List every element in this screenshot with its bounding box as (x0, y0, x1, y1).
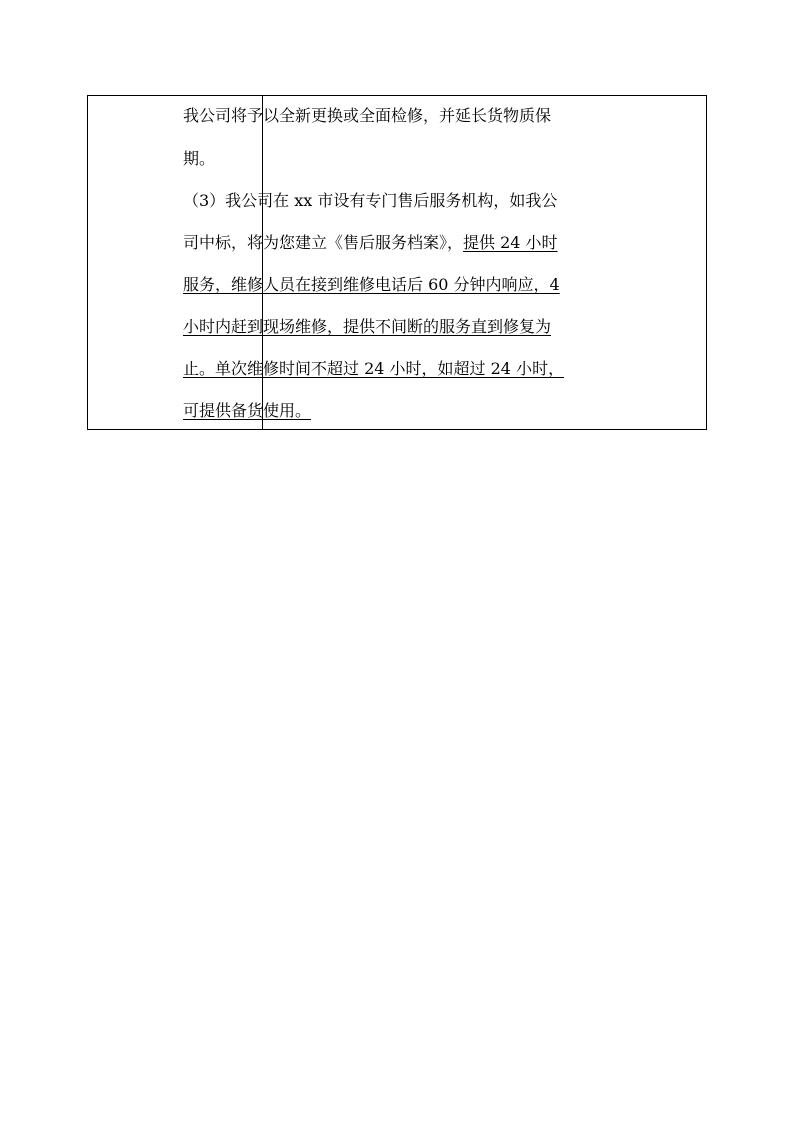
paragraph-line-2 (183, 147, 215, 171)
line-5-underlined-text: 服务，维修人员在接到维修电话后 60 分钟内响应，4 (183, 275, 560, 294)
paragraph-line-4 (183, 231, 558, 255)
line-4-underlined-text: 提供 24 小时 (463, 233, 558, 252)
paragraph-line-5 (183, 273, 560, 297)
paragraph-line-7 (183, 357, 564, 381)
line-3-text: （3）我公司在 xx 市设有专门售后服务机构，如我公 (183, 191, 558, 210)
paragraph-line-6 (183, 315, 551, 339)
line-8-underlined-text: 可提供备货使用。 (183, 401, 312, 420)
paragraph-line-3 (183, 189, 557, 213)
line-7-underlined-text: 止。单次维修时间不超过 24 小时，如超过 24 小时， (183, 359, 565, 378)
paragraph-line-1 (183, 104, 551, 128)
line-6-underlined-text: 小时内赶到现场维修，提供不间断的服务直到修复为 (183, 317, 552, 336)
line-1-text: 我公司将予以全新更换或全面检修，并延长货物质保 (183, 106, 552, 125)
line-4-text: 司中标，将为您建立《售后服务档案》， (183, 233, 464, 252)
line-2-text: 期。 (183, 149, 216, 168)
paragraph-line-8 (183, 399, 311, 423)
